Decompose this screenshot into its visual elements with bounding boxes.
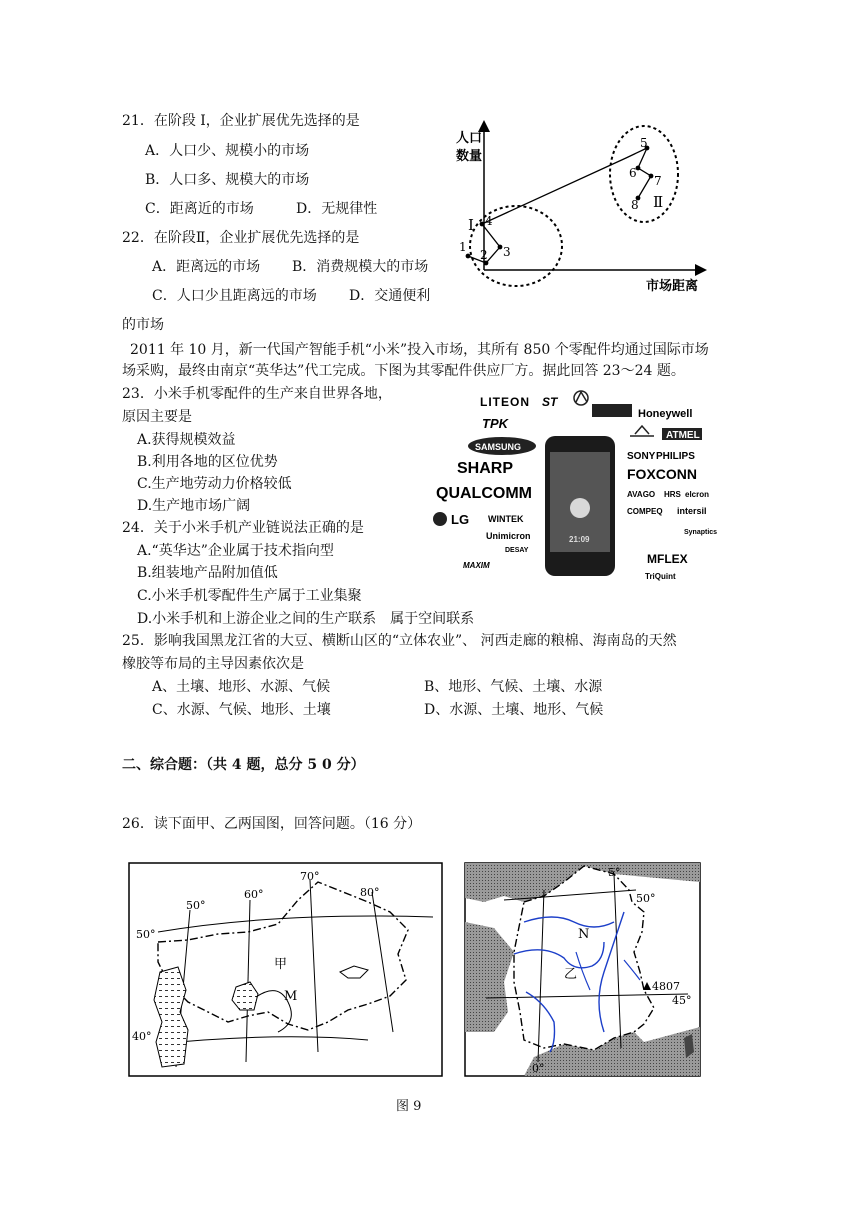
graph-point-6: 6 [629,166,637,180]
logo-samsung: SAMSUNG [475,442,522,452]
label-lon-0: 0° [532,1062,545,1075]
logo-elcron: elcron [685,490,710,499]
graph-point-8: 8 [631,198,639,212]
phone-clock: 21:09 [569,535,590,544]
logo-synaptics: Synaptics [684,529,718,536]
graph-xlabel: 市场距离 [646,279,699,294]
graph-stage-2-label: Ⅱ [653,193,664,211]
q21-stem: 21．在阶段 I，企业扩展优先选择的是 [122,113,360,129]
logo-triquint: TriQuint [645,572,676,581]
q24-option-d: D.小米手机和上游企业之间的生产联系 属于空间联系 [137,611,475,627]
label-lon-80: 80° [360,886,380,899]
logo-lg-icon [433,512,447,526]
logo-avago: AVAGO [627,490,656,499]
q25-option-c: C、水源、气候、地形、土壤 [152,702,331,718]
q25-stem-2: 橡胶等布局的主导因素依次是 [122,656,304,672]
q22-option-d-continued: 的市场 [122,317,164,333]
label-lon-50: 50° [186,899,206,912]
logo-maxim: MAXIM [463,561,490,570]
q25-option-b: B、地形、气候、土壤、水源 [424,679,603,695]
label-peak-elevation: 4807 [652,980,680,993]
graph-point-2: 2 [480,248,488,262]
logo-dark-badge [592,404,632,417]
q23-option-d: D.生产地市场广阔 [137,498,251,514]
map-country-jia [128,862,443,1077]
logo-atmel: ATMEL [666,430,700,441]
section-2-heading: 二、综合题：（共 4 题，总分 5 0 分） [122,757,365,773]
map-country-yi [464,862,701,1077]
q23-stem-2: 原因主要是 [122,409,192,425]
label-lon-70: 70° [300,870,320,883]
logo-hrs: HRS [664,490,681,499]
passage-line-1: 2011 年 10 月，新一代国产智能手机“小米”投入市场，其所有 850 个零配件均通过国际市场 [130,342,709,358]
q23-option-a: A.获得规模效益 [137,432,236,448]
logo-intersil: intersil [677,506,707,516]
figure-caption: 图 9 [396,1099,422,1114]
q24-stem: 24．关于小米手机产业链说法正确的是 [122,520,364,536]
label-lat-45: 45° [672,994,692,1007]
logo-st: ST [542,395,558,409]
expansion-path [468,148,651,263]
q21-option-d: D．无规律性 [296,201,378,217]
q24-option-b: B.组装地产品附加值低 [137,565,278,581]
logo-wintek: WINTEK [488,514,524,524]
label-lat-50: 50° [636,892,656,905]
label-lon-5: 5° [608,866,621,879]
q26-stem: 26．读下面甲、乙两国图，回答问题。（16 分） [122,816,422,832]
q22-option-d: D．交通便利 [349,288,431,304]
label-country-jia: 甲 [274,957,288,972]
q21-option-a: A．人口少、规模小的市场 [145,143,310,159]
graph-point-1: 1 [459,240,467,254]
market-expansion-graph [446,118,716,298]
q21-option-c: C．距离近的市场 [145,201,254,217]
logo-liteon: LITEON [480,395,530,409]
label-point-n: N [578,927,590,942]
q22-option-b: B．消费规模大的市场 [292,259,429,275]
logo-foxconn: FOXCONN [627,466,697,482]
q25-option-a: A、土壤、地形、水源、气候 [152,679,331,695]
q25-option-d: D、水源、土壤、地形、气候 [424,702,604,718]
logo-compeq: COMPEQ [627,507,663,516]
label-lon-60: 60° [244,888,264,901]
logo-philips: PHILIPS [656,451,695,462]
logo-tpk: TPK [482,416,508,431]
logo-swoosh-icon [574,391,588,405]
graph-point-7: 7 [654,174,662,188]
graph-point-5: 5 [640,136,648,150]
label-lat-40: 40° [132,1030,152,1043]
q23-option-c: C.生产地劳动力价格较低 [137,476,292,492]
graph-ylabel-1: 人口 [456,131,483,146]
logo-atmel-emblem-icon [630,426,654,436]
q22-stem: 22．在阶段Ⅱ，企业扩展优先选择的是 [122,230,360,246]
graph-stage-1-label: I [468,216,474,234]
q23-stem-1: 23．小米手机零配件的生产来自世界各地， [122,386,392,402]
q23-option-b: B.利用各地的区位优势 [137,454,278,470]
label-point-m: M [284,989,298,1004]
graph-point-4: 4 [485,214,493,228]
q21-option-b: B．人口多、规模大的市场 [145,172,310,188]
logo-mflex: MFLEX [647,552,688,566]
logo-sharp: SHARP [457,460,514,477]
graph-point-3: 3 [503,245,511,259]
logo-desay: DESAY [505,547,529,554]
supplier-logos-figure [430,388,728,590]
q24-option-c: C.小米手机零配件生产属于工业集聚 [137,588,362,604]
label-country-yi: 乙 [564,967,578,982]
logo-sony: SONY [627,451,656,462]
logo-unimicron: Unimicron [486,531,531,541]
phone-image [545,436,615,576]
logo-honeywell: Honeywell [638,408,693,420]
q22-option-c: C．人口少且距离远的市场 [152,288,317,304]
logo-qualcomm: QUALCOMM [436,485,532,502]
q24-option-a: A.“英华达”企业属于技术指向型 [137,543,334,559]
graph-ylabel-2: 数量 [456,149,483,164]
q22-option-a: A．距离远的市场 [152,259,261,275]
q25-stem-1: 25．影响我国黑龙江省的大豆、横断山区的“立体农业”、 河西走廊的粮棉、海南岛的天然 [122,633,677,649]
logo-lg: LG [451,512,470,527]
label-lat-50: 50° [136,928,156,941]
passage-line-2: 场采购，最终由南京“英华达”代工完成。下图为其零配件供应厂方。据此回答 23～24 题。 [122,363,685,379]
